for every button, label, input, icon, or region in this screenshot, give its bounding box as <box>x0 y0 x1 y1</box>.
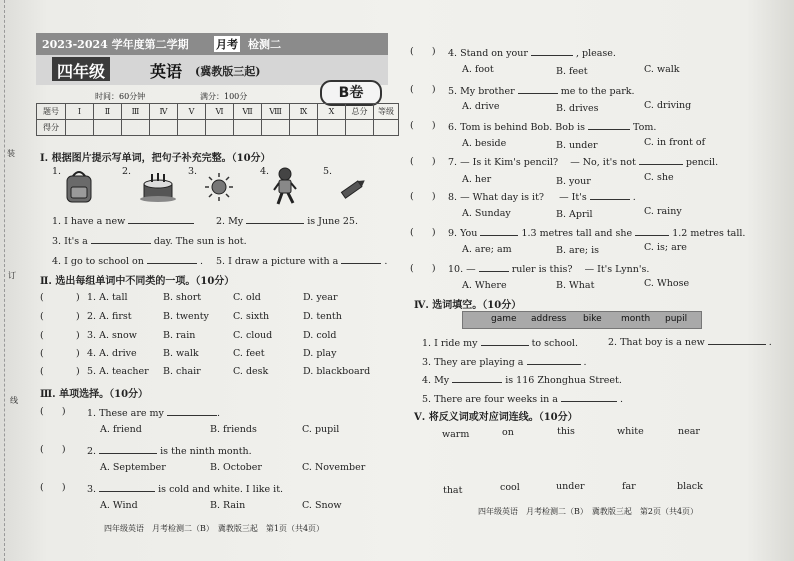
s3-q7-text: 7. — Is it Kim's pencil? <box>448 157 559 168</box>
s3-answer-paren[interactable]: ( ) <box>410 46 436 57</box>
s3-q1: 1. These are my . <box>87 408 220 419</box>
s1-q3 <box>52 234 247 247</box>
pic-number: 2. <box>122 166 132 177</box>
score-table <box>36 103 399 136</box>
exam-tag-1: 月考 <box>216 38 238 51</box>
match-word-bottom[interactable]: cool <box>500 482 520 493</box>
s3-q9-blank-1[interactable] <box>480 226 518 236</box>
s3-q9-blank-2[interactable] <box>635 226 669 236</box>
s3-answer-paren[interactable]: ( ) <box>410 191 436 202</box>
s1-q3-text: 3. It's a <box>52 236 88 247</box>
score-table-score-row <box>37 120 399 136</box>
sun-icon <box>204 172 234 202</box>
s4-q3 <box>422 355 587 368</box>
s1-q1-text: 1. I have a new <box>52 216 126 227</box>
s3-q1-text: 1. These are my <box>87 408 164 419</box>
s3-answer-paren[interactable]: ( ) <box>410 263 436 274</box>
match-word-bottom[interactable]: far <box>622 481 636 492</box>
s3-q5-option-b[interactable]: B. drives <box>556 103 599 114</box>
s4-q3-blank[interactable] <box>527 355 581 365</box>
s3-q10-option-a[interactable]: A. Where <box>462 280 507 291</box>
schoolbag-icon <box>62 168 96 204</box>
exam-tag-2: 检测二 <box>248 38 281 51</box>
s3-q3-num: 3. <box>87 484 97 495</box>
word-bank-item: address <box>531 314 567 324</box>
subject: 英语 <box>150 62 183 81</box>
crayon-icon <box>338 176 368 200</box>
s4-q1-text: 1. I ride my <box>422 338 478 349</box>
s3-q7-option-a[interactable]: A. her <box>462 174 492 185</box>
s2-open-paren: ( <box>40 348 44 359</box>
s3-q10-option-b[interactable]: B. What <box>556 280 595 291</box>
pic-number: 4. <box>260 166 270 177</box>
s3-q5-tail: me to the park. <box>560 86 635 97</box>
score-table-header-row <box>37 104 399 120</box>
s3-q1-option-c[interactable]: C. pupil <box>302 424 340 435</box>
s3-q8-tail: . <box>632 192 636 203</box>
pic-number: 3. <box>188 166 198 177</box>
s1-q3-blank[interactable] <box>91 234 151 244</box>
s3-q6-option-c[interactable]: C. in front of <box>644 137 706 148</box>
s2-close-paren: ) <box>76 311 80 322</box>
s4-q3-text: 3. They are playing a <box>422 357 524 368</box>
s3-q3 <box>87 482 283 495</box>
s3-q10-tail: — It's Lynn's. <box>584 264 650 275</box>
s3-q8-option-a[interactable]: A. Sunday <box>462 208 511 219</box>
s3-q10-text: 10. — <box>448 264 476 275</box>
s3-q8-option-b[interactable]: B. April <box>556 209 593 220</box>
score-blank <box>206 120 234 136</box>
s3-q10-blank[interactable] <box>479 262 509 272</box>
s4-q5-tail: . <box>620 394 624 405</box>
s4-q5 <box>422 392 623 405</box>
s4-q2-text: 2. That boy is a new <box>608 337 705 348</box>
match-word-bottom[interactable]: that <box>443 485 463 496</box>
s1-q1-blank[interactable] <box>128 214 194 224</box>
section5-title: Ⅴ. 将反义词或对应词连线。（10分） <box>414 412 578 423</box>
s3-q5-blank[interactable] <box>518 84 558 94</box>
s3-answer-paren[interactable]: ( ) <box>40 482 66 493</box>
s3-q3-blank[interactable] <box>99 482 155 492</box>
s1-q4-tail: . <box>199 256 203 267</box>
section1-title: Ⅰ. 根据图片提示写单词，把句子补充完整。（10分） <box>40 153 271 164</box>
s3-q8-text: 8. — What day is it? <box>448 192 545 203</box>
footer-right: 四年级英语 月考检测二（B） 冀教版三起 第2页（共4页） <box>478 507 699 516</box>
s3-q2-blank[interactable] <box>99 444 157 454</box>
s2-option-a[interactable]: 5. A. teacher <box>87 366 149 377</box>
s3-q9-option-c[interactable]: C. is; are <box>644 242 687 253</box>
match-word-bottom[interactable]: under <box>556 481 585 492</box>
volume-badge: B卷 <box>320 80 382 106</box>
s2-option-b[interactable]: B. walk <box>163 348 199 359</box>
s2-option-b[interactable]: B. short <box>163 292 202 303</box>
section2-title: Ⅱ. 选出每组单词中不同类的一项。（10分） <box>40 276 235 287</box>
s2-option-d[interactable]: D. tenth <box>303 311 342 322</box>
s3-q3-option-a[interactable]: A. Wind <box>100 500 138 511</box>
match-word-top[interactable]: white <box>617 426 644 437</box>
s3-q5-option-a[interactable]: A. drive <box>462 101 500 112</box>
s4-q1 <box>422 336 578 349</box>
match-word-top[interactable]: near <box>678 426 700 437</box>
s3-q4-option-b[interactable]: B. feet <box>556 66 588 77</box>
s3-q3-option-b[interactable]: B. Rain <box>210 500 246 511</box>
score-cell: Ⅱ <box>94 104 122 120</box>
s2-option-c[interactable]: C. sixth <box>233 311 270 322</box>
s4-q4 <box>422 373 622 386</box>
s1-q2-blank[interactable] <box>246 214 304 224</box>
pic-number: 1. <box>52 166 62 177</box>
score-blank <box>94 120 122 136</box>
score-cell: Ⅲ <box>122 104 150 120</box>
s2-close-paren: ) <box>76 292 80 303</box>
binding-mark-3: 线 <box>10 396 18 405</box>
birthday-cake-icon <box>138 170 178 202</box>
s4-q3-tail: . <box>583 357 587 368</box>
match-word-top[interactable]: on <box>502 427 514 438</box>
s2-option-b[interactable]: B. twenty <box>163 311 209 322</box>
time-info: 时间：60分钟 <box>95 92 146 101</box>
score-blank <box>374 120 399 136</box>
score-cell: 题号 <box>37 104 66 120</box>
score-blank <box>262 120 290 136</box>
s3-q8-blank[interactable] <box>590 190 630 200</box>
score-blank <box>290 120 318 136</box>
s3-q1-blank[interactable] <box>167 406 217 416</box>
score-row-label: 得分 <box>37 120 66 136</box>
s3-q7-mid: — No, it's not <box>570 157 636 168</box>
s3-answer-paren[interactable]: ( ) <box>410 120 436 131</box>
s1-q5-text: 5. I draw a picture with a <box>216 256 339 267</box>
binding-line <box>4 0 6 561</box>
s3-q9-option-b[interactable]: B. are; is <box>556 245 599 256</box>
s3-q8 <box>448 190 636 203</box>
s3-answer-paren[interactable]: ( ) <box>410 227 436 238</box>
word-bank-item: pupil <box>665 314 688 324</box>
s3-q6-tail: Tom. <box>633 122 657 133</box>
s4-q1-blank[interactable] <box>481 336 529 346</box>
s2-option-d[interactable]: D. year <box>303 292 338 303</box>
s3-q7 <box>448 155 718 168</box>
score-cell: Ⅸ <box>290 104 318 120</box>
s3-q2-option-c[interactable]: C. November <box>302 462 366 473</box>
s1-q1 <box>52 214 194 227</box>
word-bank <box>462 311 702 329</box>
s3-q3-tail: is cold and white. I like it. <box>158 484 284 495</box>
s2-option-a[interactable]: 2. A. first <box>87 311 132 322</box>
s3-answer-paren[interactable]: ( ) <box>40 444 66 455</box>
s3-q9-option-a[interactable]: A. are; am <box>462 244 512 255</box>
s3-answer-paren[interactable]: ( ) <box>410 84 436 95</box>
s3-q6-blank[interactable] <box>588 120 630 130</box>
s2-option-c[interactable]: C. feet <box>233 348 265 359</box>
section3-title: Ⅲ. 单项选择。（10分） <box>40 389 149 400</box>
score-blank <box>66 120 94 136</box>
s3-q2-option-b[interactable]: B. October <box>210 462 262 473</box>
s3-answer-paren[interactable]: ( ) <box>410 156 436 167</box>
binding-mark-1: 装 <box>7 149 15 158</box>
s3-q6-text: 6. Tom is behind Bob. Bob is <box>448 122 585 133</box>
s3-q4-option-a[interactable]: A. foot <box>462 64 494 75</box>
year-title: 2023-2024 学年度第二学期 <box>42 38 189 51</box>
s3-q4-blank[interactable] <box>531 46 573 56</box>
s4-q2-blank[interactable] <box>708 335 766 345</box>
s2-close-paren: ) <box>76 330 80 341</box>
s3-q5-text: 5. My brother <box>448 86 515 97</box>
word-bank-item: game <box>491 314 517 324</box>
s2-option-a[interactable]: 3. A. snow <box>87 330 137 341</box>
s3-q4-option-c[interactable]: C. walk <box>644 64 680 75</box>
s3-q4-text: 4. Stand on your <box>448 48 528 59</box>
s1-q4-text: 4. I go to school on <box>52 256 144 267</box>
match-word-bottom[interactable]: black <box>677 481 703 492</box>
s3-q10 <box>448 262 649 275</box>
s4-q5-text: 5. There are four weeks in a <box>422 394 558 405</box>
s2-option-a[interactable]: 4. A. drive <box>87 348 137 359</box>
score-cell: Ⅹ <box>318 104 346 120</box>
walking-boy-icon <box>270 166 300 206</box>
binding-mark-2: 订 <box>8 271 16 280</box>
score-blank <box>318 120 346 136</box>
score-cell: 等级 <box>374 104 399 120</box>
s1-q2 <box>216 214 358 227</box>
score-cell: Ⅳ <box>150 104 178 120</box>
s2-option-c[interactable]: C. desk <box>233 366 269 377</box>
s2-option-c[interactable]: C. old <box>233 292 261 303</box>
s3-q6 <box>448 120 656 133</box>
fullscore-info: 满分：100分 <box>200 92 248 101</box>
s3-q6-option-b[interactable]: B. under <box>556 140 598 151</box>
score-blank <box>178 120 206 136</box>
s2-open-paren: ( <box>40 311 44 322</box>
s3-q2 <box>87 444 252 457</box>
s3-q5 <box>448 84 635 97</box>
s1-q2-text: 2. My <box>216 216 244 227</box>
s3-q8-mid: — It's <box>559 192 587 203</box>
s3-q3-option-c[interactable]: C. Snow <box>302 500 342 511</box>
s1-q5-blank[interactable] <box>341 254 381 264</box>
score-blank <box>346 120 374 136</box>
s3-q4-tail: , please. <box>575 48 616 59</box>
s3-q8-option-c[interactable]: C. rainy <box>644 206 682 217</box>
s1-q4 <box>52 254 203 267</box>
s1-q5 <box>216 254 387 267</box>
s4-q2-tail: . <box>768 337 772 348</box>
s1-q3-tail: day. The sun is hot. <box>153 236 247 247</box>
score-cell: Ⅷ <box>262 104 290 120</box>
s3-q2-option-a[interactable]: A. September <box>100 462 166 473</box>
s2-option-d[interactable]: D. play <box>303 348 337 359</box>
match-word-top[interactable]: warm <box>442 429 470 440</box>
s2-option-c[interactable]: C. cloud <box>233 330 273 341</box>
s3-q6-option-a[interactable]: A. beside <box>462 138 507 149</box>
s2-option-d[interactable]: D. blackboard <box>303 366 371 377</box>
s4-q4-text: 4. My <box>422 375 450 386</box>
s2-option-d[interactable]: D. cold <box>303 330 337 341</box>
s1-q2-tail: is June 25. <box>307 216 358 227</box>
s4-q5-blank[interactable] <box>561 392 617 402</box>
s3-q1-option-a[interactable]: A. friend <box>100 424 142 435</box>
score-cell: Ⅴ <box>178 104 206 120</box>
s2-open-paren: ( <box>40 292 44 303</box>
edition: (冀教版三起) <box>195 65 261 78</box>
s3-q2-num: 2. <box>87 446 97 457</box>
s3-answer-paren[interactable]: ( ) <box>40 406 66 417</box>
s2-option-b[interactable]: B. rain <box>163 330 196 341</box>
s2-option-b[interactable]: B. chair <box>163 366 201 377</box>
match-word-top[interactable]: this <box>557 426 575 437</box>
word-bank-item: month <box>621 314 651 324</box>
s2-open-paren: ( <box>40 366 44 377</box>
pic-number: 5. <box>323 166 333 177</box>
score-cell: Ⅰ <box>66 104 94 120</box>
score-blank <box>234 120 262 136</box>
score-cell: 总分 <box>346 104 374 120</box>
s3-q4 <box>448 46 616 59</box>
s3-q10-option-c[interactable]: C. Whose <box>644 278 690 289</box>
score-blank <box>150 120 178 136</box>
s2-option-a[interactable]: 1. A. tall <box>87 292 128 303</box>
s4-q1-tail: to school. <box>531 338 578 349</box>
s4-q2 <box>608 335 772 348</box>
s3-q2-tail: is the ninth month. <box>160 446 252 457</box>
s3-q7-option-c[interactable]: C. she <box>644 172 674 183</box>
score-cell: Ⅶ <box>234 104 262 120</box>
s4-q4-blank[interactable] <box>452 373 502 383</box>
score-blank <box>122 120 150 136</box>
s3-q9-tail: 1.2 metres tall. <box>672 228 746 239</box>
s2-close-paren: ) <box>76 348 80 359</box>
s3-q5-option-c[interactable]: C. driving <box>644 100 692 111</box>
section4-title: Ⅳ. 选词填空。（10分） <box>414 300 522 311</box>
s3-q7-tail: pencil. <box>685 157 719 168</box>
footer-left: 四年级英语 月考检测二（B） 冀教版三起 第1页（共4页） <box>104 524 325 533</box>
s1-q4-blank[interactable] <box>147 254 197 264</box>
s2-open-paren: ( <box>40 330 44 341</box>
s1-q5-tail: . <box>384 256 388 267</box>
s4-q4-tail: is 116 Zhonghua Street. <box>505 375 622 386</box>
grade: 四年级 <box>57 62 106 81</box>
s3-q1-option-b[interactable]: B. friends <box>210 424 257 435</box>
s3-q9-mid: 1.3 metres tall and she <box>521 228 633 239</box>
word-bank-item: bike <box>583 314 602 324</box>
s3-q10-mid: ruler is this? <box>511 264 573 275</box>
score-cell: Ⅵ <box>206 104 234 120</box>
s3-q9-text: 9. You <box>448 228 478 239</box>
s2-close-paren: ) <box>76 366 80 377</box>
s3-q7-option-b[interactable]: B. your <box>556 176 591 187</box>
s3-q7-blank[interactable] <box>639 155 683 165</box>
s3-q9 <box>448 226 745 239</box>
